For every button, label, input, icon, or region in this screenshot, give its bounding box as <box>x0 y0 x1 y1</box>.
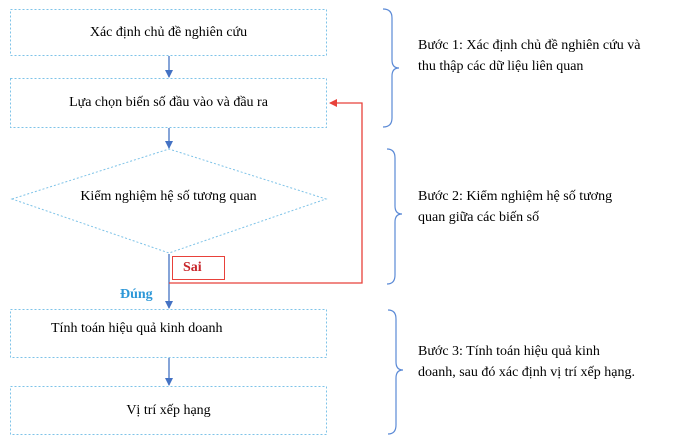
phase-1-line-1: Bước 1: Xác định chủ đề nghiên cứu và <box>418 38 641 53</box>
phase-1-line-2: thu thập các dữ liệu liên quan <box>418 59 584 74</box>
yes-branch-label: Đúng <box>120 287 153 302</box>
brace-step-1 <box>383 9 399 127</box>
brace-step-2 <box>387 149 402 284</box>
step-choose-topic-label: Xác định chủ đề nghiên cứu <box>89 25 248 40</box>
step-compute-efficiency-label: Tính toán hiệu quả kinh doanh <box>51 321 223 336</box>
step-ranking-label: Vị trí xếp hạng <box>126 403 211 418</box>
brace-step-3 <box>388 310 403 434</box>
step-select-variables-label: Lựa chọn biến số đầu vào và đầu ra <box>69 95 268 110</box>
phase-3-line-1: Bước 3: Tính toán hiệu quả kinh <box>418 344 600 359</box>
phase-2-line-1: Bước 2: Kiểm nghiệm hệ số tương <box>418 189 613 204</box>
no-branch-label: Sai <box>183 260 202 275</box>
phase-3-line-2: doanh, sau đó xác định vị trí xếp hạng. <box>418 365 635 380</box>
no-branch-box <box>172 256 225 280</box>
phase-2-description <box>418 186 612 228</box>
phase-2-line-2: quan giữa các biến số <box>418 210 540 225</box>
phase-1-description <box>418 35 640 77</box>
phase-3-description <box>418 341 635 383</box>
decision-correlation-label: Kiểm nghiệm hệ số tương quan <box>80 189 257 204</box>
